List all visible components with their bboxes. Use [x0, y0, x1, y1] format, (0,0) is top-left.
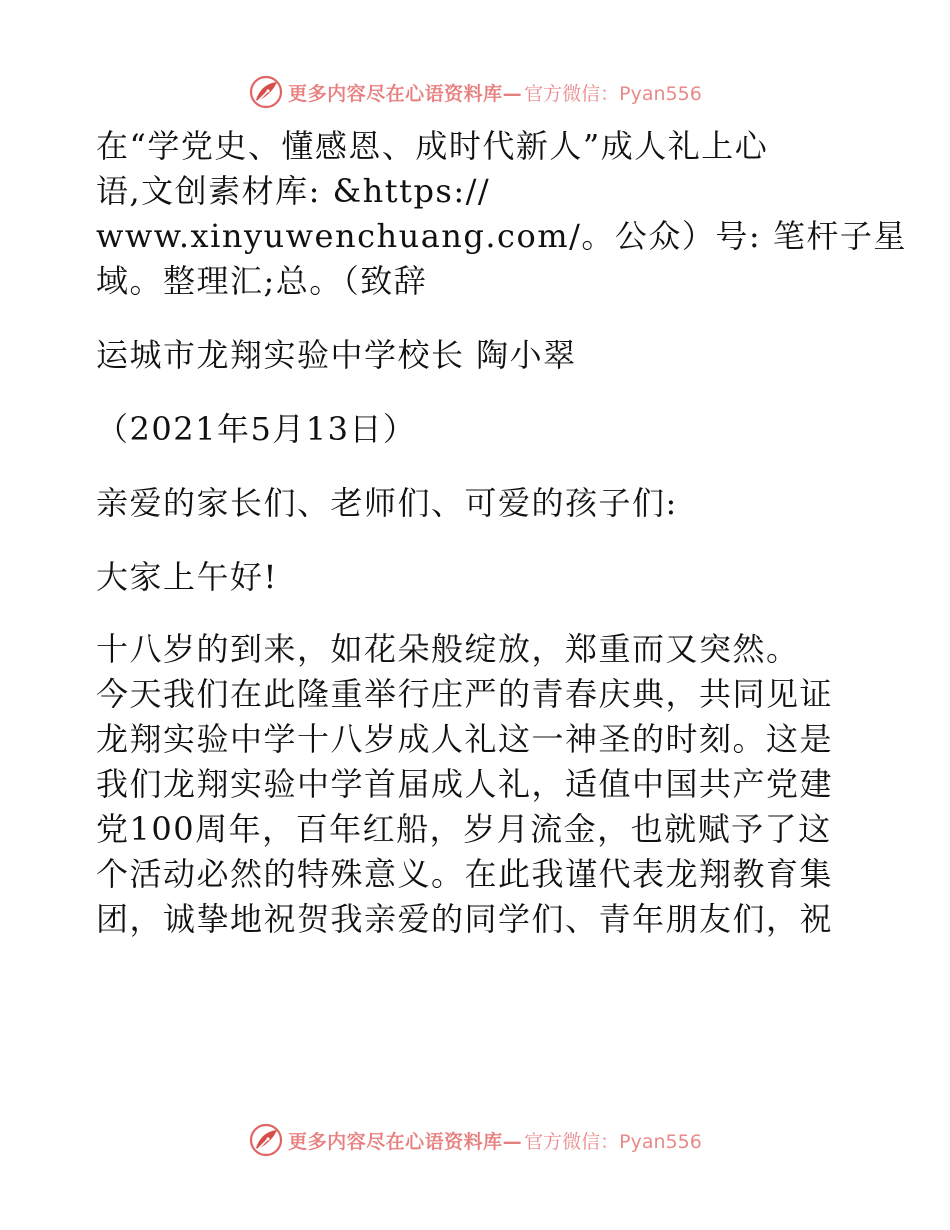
greeting — [96, 555, 856, 600]
text-line: 今天我们在此隆重举行庄严的青春庆典，共同见证 — [96, 675, 834, 713]
text-line: 十八岁的到来，如花朵般绽放，郑重而又突然。 — [96, 630, 800, 668]
watermark-contact: 官方微信：Pyan556 — [524, 1130, 702, 1153]
date-line — [96, 407, 856, 452]
author-line — [96, 333, 856, 378]
text-line: 党100周年，百年红船，岁月流金，也就赋予了这 — [96, 810, 832, 848]
text-line: 域。整理汇;总。（致辞 — [96, 262, 428, 300]
header-watermark — [0, 72, 950, 112]
pen-nib-logo-icon — [248, 1122, 284, 1158]
body-paragraph — [96, 627, 856, 942]
text-line: 语,文创素材库: &https:// — [96, 172, 491, 210]
footer-watermark — [0, 1120, 950, 1160]
salutation — [96, 481, 856, 526]
intro-paragraph — [96, 124, 907, 304]
text-line: 我们龙翔实验中学首届成人礼，适值中国共产党建 — [96, 765, 834, 803]
text-line: 在“学党史、懂感恩、成时代新人”成人礼上心 — [96, 127, 769, 165]
watermark-text: 更多内容尽在心语资料库— — [288, 1130, 523, 1153]
text-line: 亲爱的家长们、老师们、可爱的孩子们: — [96, 484, 678, 522]
text-line: 个活动必然的特殊意义。在此我谨代表龙翔教育集 — [96, 855, 834, 893]
watermark-text: 更多内容尽在心语资料库— — [288, 82, 523, 105]
text-line: 大家上午好! — [96, 558, 278, 596]
text-line: www.xinyuwenchuang.com/。公众）号: 笔杆子星 — [96, 217, 907, 255]
text-line: 龙翔实验中学十八岁成人礼这一神圣的时刻。这是 — [96, 720, 834, 758]
text-line: 团，诚挚地祝贺我亲爱的同学们、青年朋友们，祝 — [96, 900, 834, 938]
document-body — [96, 124, 907, 942]
pen-nib-logo-icon — [248, 74, 284, 110]
text-line: 运城市龙翔实验中学校长 陶小翠 — [96, 336, 577, 374]
watermark-contact: 官方微信：Pyan556 — [524, 82, 702, 105]
text-line: （2021年5月13日） — [96, 410, 417, 448]
